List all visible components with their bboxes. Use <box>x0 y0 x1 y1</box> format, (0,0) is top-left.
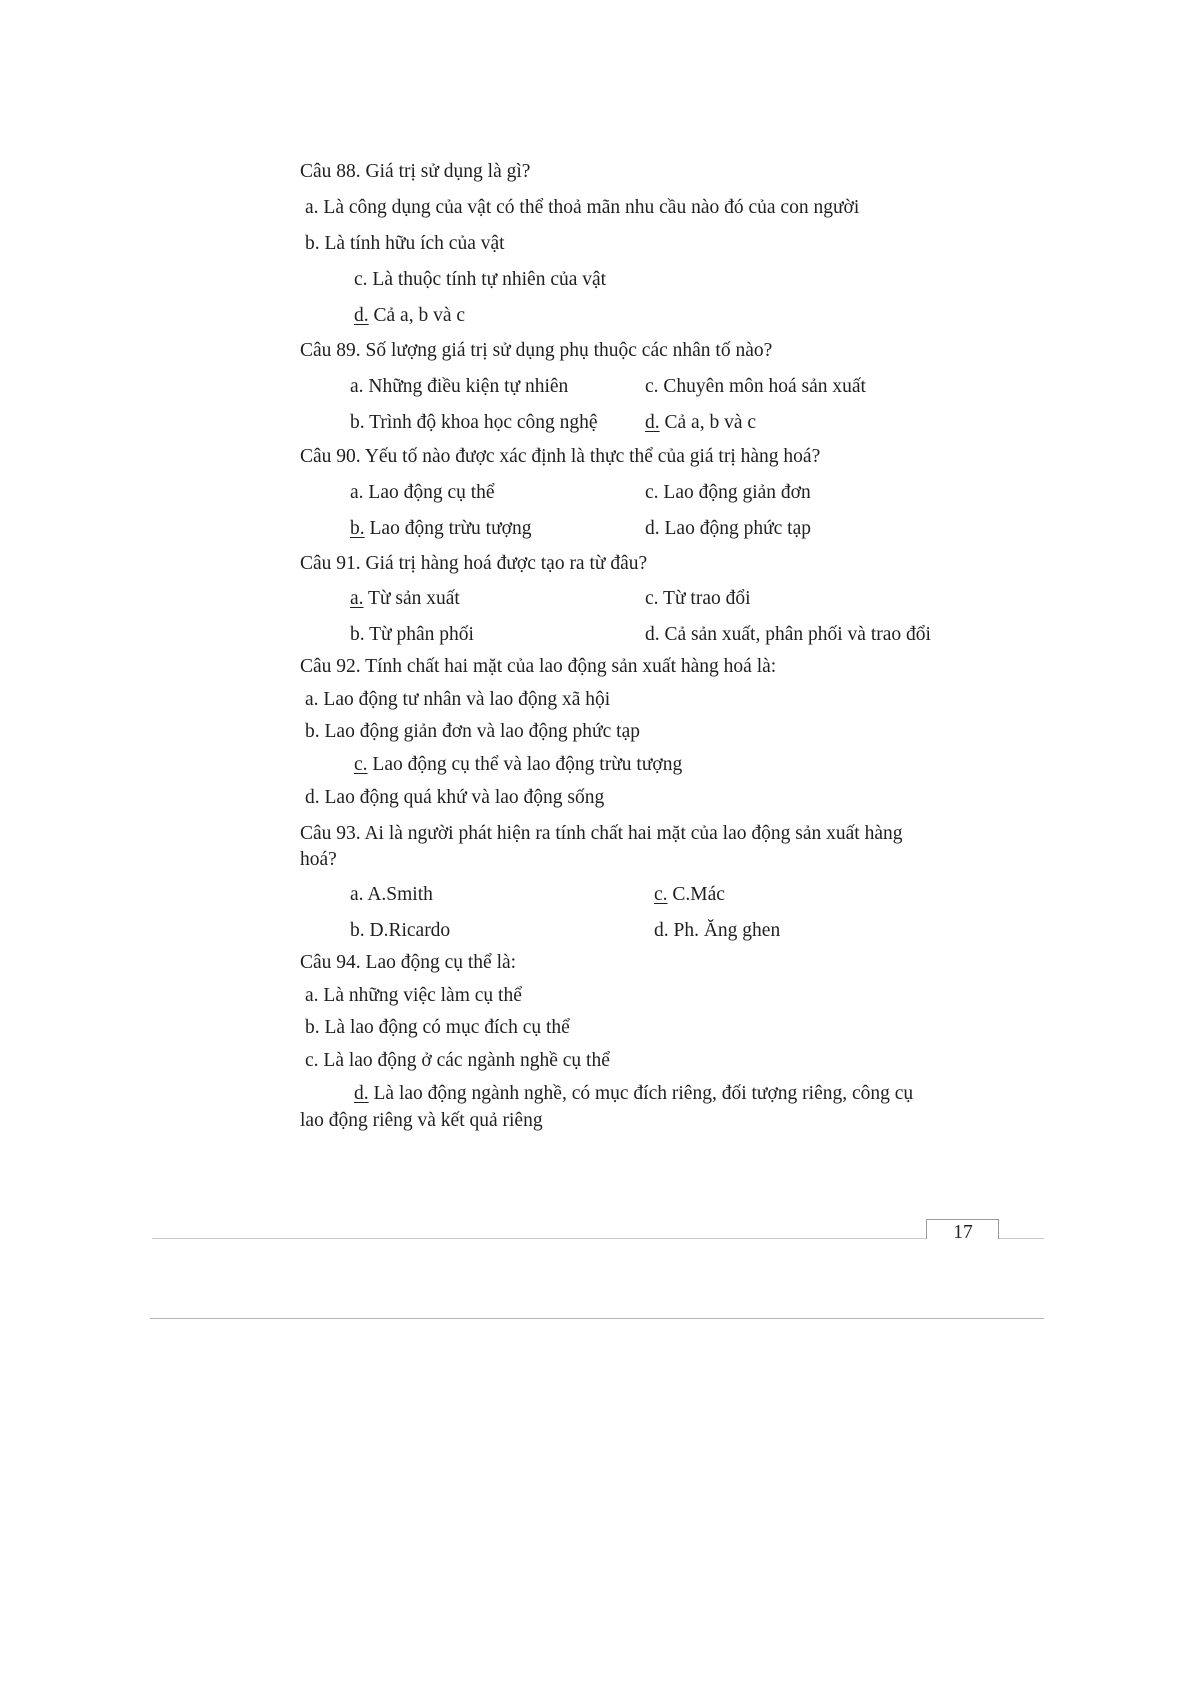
question-93-stem-line-2: hoá? <box>300 849 337 870</box>
answer-marker: d. <box>354 305 369 326</box>
question-94-stem: Câu 94. Lao động cụ thể là: <box>300 952 517 973</box>
page-number: 17 <box>953 1222 973 1243</box>
question-92-stem: Câu 92. Tính chất hai mặt của lao động sản xuất hàng hoá là: <box>300 656 777 677</box>
question-88-option-c: c. Là thuộc tính tự nhiên của vật <box>354 269 607 290</box>
question-91-option-b: b. Từ phân phối <box>350 624 474 645</box>
option-text: Cả a, b và c <box>368 305 466 326</box>
question-90-option-a: a. Lao động cụ thể <box>350 482 495 503</box>
question-90-stem: Câu 90. Yếu tố nào được xác định là thực thể của giá trị hàng hoá? <box>300 446 821 467</box>
question-91-option-a <box>350 586 460 612</box>
question-89-option-d <box>645 410 756 436</box>
option-text: Lao động cụ thể và lao động trừu tượng <box>367 754 683 775</box>
question-90-option-c: c. Lao động giản đơn <box>645 482 811 503</box>
question-93-stem-line-1: Câu 93. Ai là người phát hiện ra tính chất hai mặt của lao động sản xuất hàng <box>300 823 903 844</box>
question-92-option-a: a. Lao động tư nhân và lao động xã hội <box>305 689 611 710</box>
answer-marker: c. <box>654 884 668 905</box>
footer-rule-right <box>998 1238 1044 1239</box>
option-text: Cả a, b và c <box>659 412 757 433</box>
question-91-option-c: c. Từ trao đổi <box>645 588 751 609</box>
option-text: Là lao động ngành nghề, có mục đích riêng, đối tượng riêng, công cụ <box>368 1083 914 1104</box>
question-93-option-c <box>654 882 725 908</box>
page-bottom-divider <box>150 1318 1044 1319</box>
answer-marker: d. <box>645 412 660 433</box>
question-93-option-a: a. A.Smith <box>350 884 433 905</box>
page-box-right-tick <box>998 1219 999 1239</box>
question-88-option-a: a. Là công dụng của vật có thể thoả mãn nhu cầu nào đó của con người <box>305 197 860 218</box>
answer-marker: a. <box>350 588 364 609</box>
question-93-option-d: d. Ph. Ăng ghen <box>654 920 781 941</box>
question-89-stem: Câu 89. Số lượng giá trị sử dụng phụ thuộc các nhân tố nào? <box>300 340 773 361</box>
question-91-option-d: d. Cả sản xuất, phân phối và trao đổi <box>645 624 931 645</box>
page-box-left-tick <box>926 1219 927 1239</box>
answer-marker: b. <box>350 518 365 539</box>
question-91-stem: Câu 91. Giá trị hàng hoá được tạo ra từ đâu? <box>300 553 648 574</box>
question-94-option-b: b. Là lao động có mục đích cụ thể <box>305 1017 570 1038</box>
question-89-option-b: b. Trình độ khoa học công nghệ <box>350 412 598 433</box>
question-92-option-c <box>354 752 682 778</box>
answer-marker: c. <box>354 754 368 775</box>
question-89-option-a: a. Những điều kiện tự nhiên <box>350 376 569 397</box>
question-92-option-d: d. Lao động quá khứ và lao động sống <box>305 787 605 808</box>
question-94-option-c: c. Là lao động ở các ngành nghề cụ thể <box>305 1050 610 1071</box>
question-92-option-b: b. Lao động giản đơn và lao động phức tạp <box>305 721 640 742</box>
question-90-option-b <box>350 516 531 542</box>
question-94-option-d-line-1 <box>354 1081 913 1107</box>
question-94-option-d-line-2: lao động riêng và kết quả riêng <box>300 1110 543 1131</box>
question-88-stem: Câu 88. Giá trị sử dụng là gì? <box>300 161 531 182</box>
question-89-option-c: c. Chuyên môn hoá sản xuất <box>645 376 866 397</box>
answer-marker: d. <box>354 1083 369 1104</box>
option-text: C.Mác <box>667 884 725 905</box>
question-90-option-d: d. Lao động phức tạp <box>645 518 811 539</box>
question-93-option-b: b. D.Ricardo <box>350 920 451 941</box>
footer-rule-left <box>152 1238 926 1239</box>
option-text: Lao động trừu tượng <box>364 518 532 539</box>
question-94-option-a: a. Là những việc làm cụ thể <box>305 985 522 1006</box>
question-88-option-d <box>354 303 465 329</box>
question-88-option-b: b. Là tính hữu ích của vật <box>305 233 505 254</box>
option-text: Từ sản xuất <box>363 588 460 609</box>
